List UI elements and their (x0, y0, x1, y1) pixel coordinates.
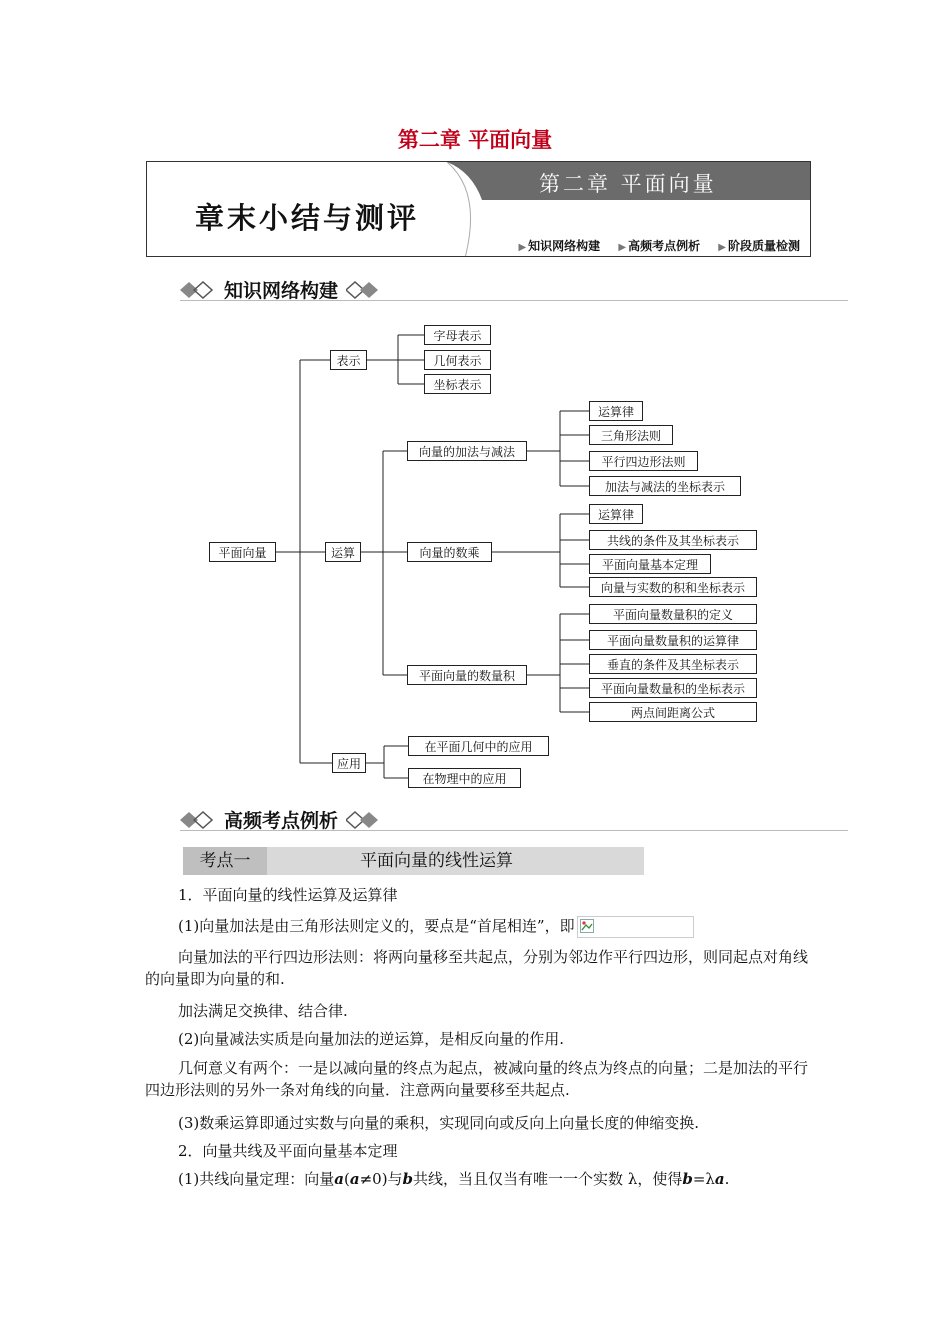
link-knowledge-network[interactable]: ▶ 知识网络构建 (518, 239, 600, 253)
paragraph-text: (1)共线向量定理：向量 (178, 1170, 335, 1188)
paragraph-text: = (692, 1170, 706, 1188)
diamond-ornament-icon (346, 810, 382, 830)
link-quality-check[interactable]: ▶ 阶段质量检测 (718, 239, 800, 253)
tree-leaf-node: 几何表示 (424, 350, 491, 370)
tree-leaf-node: 在物理中的应用 (408, 768, 521, 788)
tree-leaf-node: 平面向量数量积的定义 (589, 604, 757, 624)
tree-leaf-node: 平行四边形法则 (589, 451, 698, 471)
paragraph (145, 915, 810, 938)
vector-b: b (682, 1170, 693, 1188)
tree-node-yingyong: 应用 (332, 753, 366, 773)
lambda-symbol: λ (705, 1170, 715, 1188)
paragraph: 加法满足交换律、结合律. (178, 1002, 348, 1020)
vector-a: a (349, 1170, 360, 1188)
kaodian-label: 考点一 (183, 847, 267, 875)
kaodian-title: 平面向量的线性运算 (360, 851, 513, 871)
diamond-ornament-icon (180, 810, 216, 830)
paragraph-text: ≠0)与 (359, 1170, 403, 1188)
tree-leaf-node: 平面向量基本定理 (589, 554, 711, 574)
tree-leaf-node: 在平面几何中的应用 (408, 736, 549, 756)
tree-leaf-node: 两点间距离公式 (589, 702, 757, 722)
link-exam-examples[interactable]: ▶ 高频考点例析 (618, 239, 700, 253)
section-header-exam (180, 806, 848, 831)
banner-chapter-label: 第二章 平面向量 (539, 172, 717, 196)
paragraph-text: 共线，当且仅当有唯一一个实数 λ，使得 (413, 1170, 683, 1188)
paragraph (145, 1168, 810, 1190)
tree-leaf-node: 共线的条件及其坐标表示 (589, 530, 757, 550)
vector-b: b (402, 1170, 414, 1188)
section-title-exam: 高频考点例析 (224, 810, 339, 832)
paragraph: 几何意义有两个：一是以减向量的终点为起点，被减向量的终点为终点的向量；二是加法的平行四边形法则的另外一条对角线的向量．注意两向量要移至共起点. (145, 1059, 809, 1099)
tree-leaf-node: 加法与减法的坐标表示 (589, 476, 741, 496)
banner-title: 章末小结与测评 (195, 201, 420, 235)
broken-image-icon (580, 919, 594, 933)
section-title-knowledge: 知识网络构建 (224, 280, 339, 302)
paragraph-text: ( (343, 1170, 350, 1188)
tree-leaf-node: 运算律 (589, 504, 643, 524)
tree-leaf-node: 字母表示 (424, 325, 491, 345)
tree-node-jiafa: 向量的加法与减法 (407, 441, 527, 461)
tree-leaf-node: 平面向量数量积的坐标表示 (589, 678, 757, 698)
chapter-title: 第二章 平面向量 (397, 128, 553, 152)
tree-leaf-node: 向量与实数的积和坐标表示 (589, 577, 757, 597)
tree-leaf-node: 运算律 (589, 401, 643, 421)
paragraph-text: (1)向量加法是由三角形法则定义的，要点是“首尾相连”，即 (178, 917, 575, 935)
paragraph: 向量加法的平行四边形法则：将两向量移至共起点，分别为邻边作平行四边形，则同起点对角线的向量即为向量的和. (145, 948, 809, 988)
tree-node-shucheng: 向量的数乘 (407, 542, 492, 562)
heading-linear-ops: 1．平面向量的线性运算及运算律 (178, 886, 398, 904)
tree-leaf-node: 平面向量数量积的运算律 (589, 630, 757, 650)
paragraph: (3)数乘运算即通过实数与向量的乘积，实现同向或反向上向量长度的伸缩变换. (178, 1114, 700, 1132)
tree-root-node: 平面向量 (209, 542, 276, 562)
tree-leaf-node: 坐标表示 (424, 374, 491, 394)
tree-leaf-node: 三角形法则 (589, 425, 673, 445)
vector-a: a (334, 1170, 344, 1188)
tree-node-yunsuan: 运算 (325, 542, 361, 562)
vector-a: a (714, 1170, 725, 1188)
tree-node-shuliangji: 平面向量的数量积 (407, 665, 527, 685)
heading-collinear: 2．向量共线及平面向量基本定理 (178, 1142, 398, 1160)
tree-node-biaoshi: 表示 (330, 350, 367, 370)
paragraph-text: . (724, 1170, 730, 1188)
broken-image-placeholder (577, 916, 694, 938)
paragraph: (2)向量减法实质是向量加法的逆运算，是相反向量的作用. (178, 1030, 565, 1048)
tree-leaf-node: 垂直的条件及其坐标表示 (589, 654, 757, 674)
